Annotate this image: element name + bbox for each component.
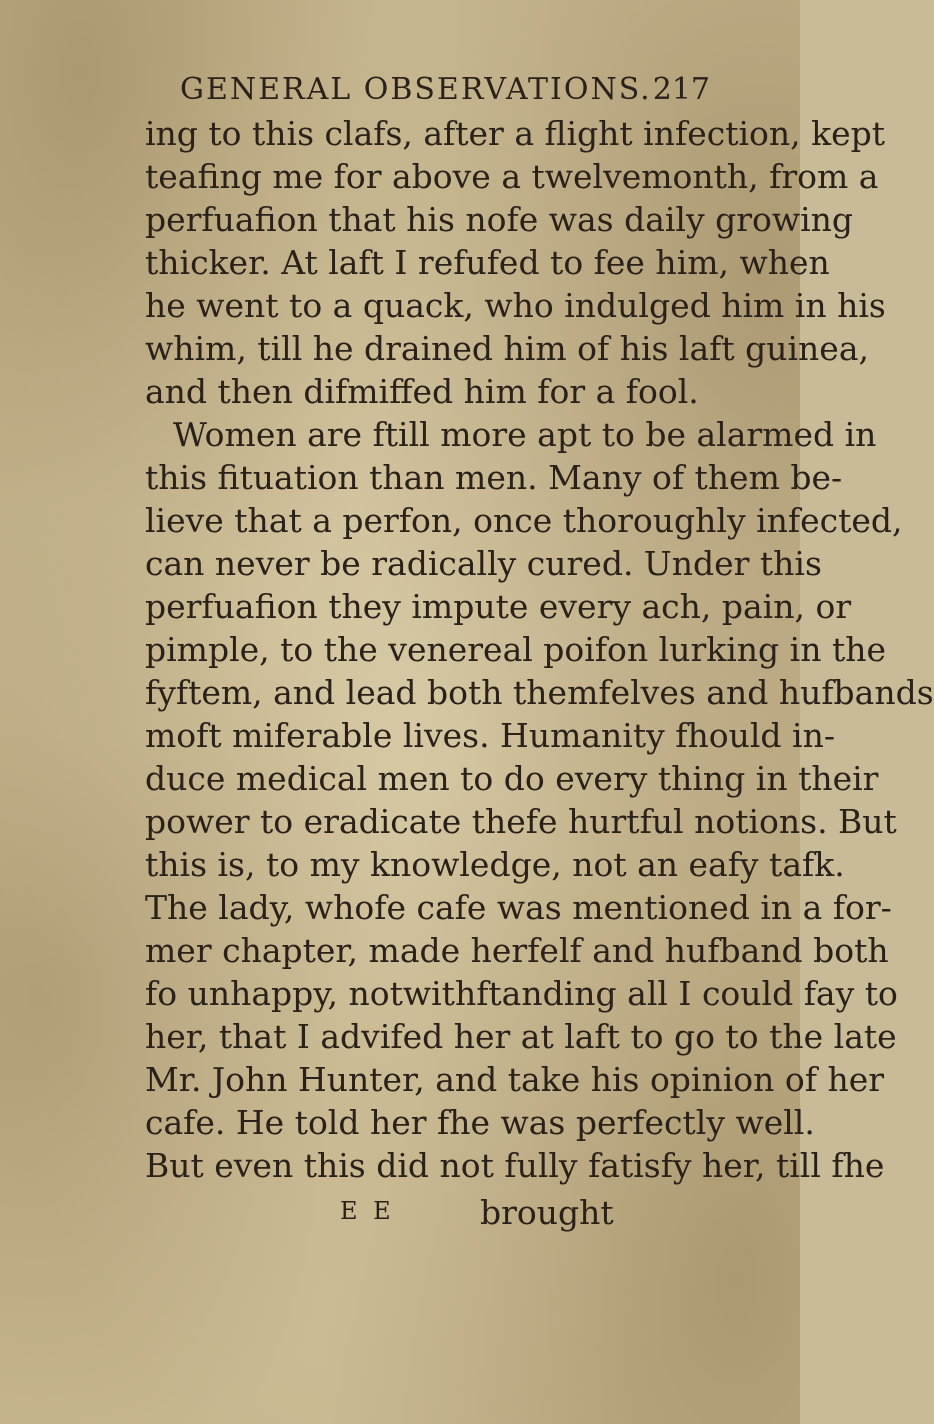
text-line: duce medical men to do every thing in their (145, 759, 879, 798)
text-line: fyftem, and lead both themfelves and hufbands (145, 673, 934, 712)
text-line: pimple, to the venereal poifon lurking in the (145, 630, 887, 669)
text-line: perfuafion they impute every ach, pain, or (145, 587, 852, 626)
text-line: perfuafion that his nofe was daily growing (145, 200, 854, 239)
text-line: power to eradicate thefe hurtful notions. But (145, 802, 897, 841)
text-line: ing to this clafs, after a flight infection, kept (145, 114, 886, 153)
body-text (145, 112, 934, 1187)
text-line: But even this did not fully fatisfy her, till fhe (145, 1146, 885, 1185)
text-line: lieve that a perfon, once thoroughly infected, (145, 501, 903, 540)
text-line: he went to a quack, who indulged him in his (145, 286, 886, 325)
text-line: and then difmiffed him for a fool. (145, 372, 699, 411)
signature-mark: E E (340, 1197, 395, 1225)
text-line: can never be radically cured. Under this (145, 544, 822, 583)
text-line: mer chapter, made herfelf and hufband both (145, 931, 889, 970)
page-header (150, 72, 710, 112)
text-line: Women are ftill more apt to be alarmed in (173, 415, 877, 454)
text-line: moft miferable lives. Humanity fhould in- (145, 716, 835, 755)
text-line: this fituation than men. Many of them be- (145, 458, 843, 497)
text-line: this is, to my knowledge, not an eafy tafk. (145, 845, 845, 884)
text-line: fo unhappy, notwithftanding all I could fay to (145, 974, 898, 1013)
page-footer (340, 1193, 740, 1237)
text-line: teafing me for above a twelvemonth, from a (145, 157, 879, 196)
text-line: The lady, whofe cafe was mentioned in a for- (145, 888, 892, 927)
text-line: her, that I advifed her at laft to go to the late (145, 1017, 897, 1056)
text-line: Mr. John Hunter, and take his opinion of her (145, 1060, 885, 1099)
text-line: cafe. He told her fhe was perfectly well. (145, 1103, 815, 1142)
running-title: GENERAL OBSERVATIONS. (180, 72, 652, 107)
page-number: 217 (652, 72, 710, 107)
text-line: thicker. At laft I refufed to fee him, when (145, 243, 830, 282)
catchword: brought (480, 1193, 614, 1232)
text-line: whim, till he drained him of his laft guinea, (145, 329, 870, 368)
